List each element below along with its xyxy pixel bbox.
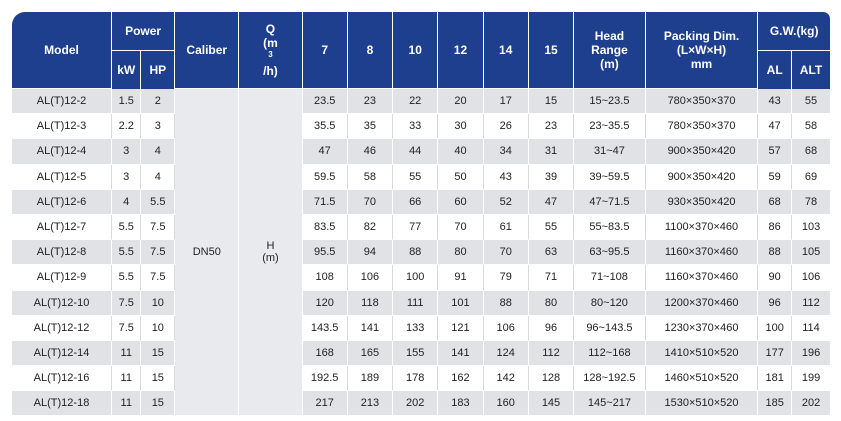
cell-head-value: 141 xyxy=(348,316,393,341)
cell-kw: 7.5 xyxy=(112,316,141,341)
cell-head-value: 165 xyxy=(348,341,393,366)
head-h-label: H xyxy=(266,240,275,253)
cell-head-value: 70 xyxy=(348,190,393,215)
header-alt: ALT xyxy=(792,51,830,89)
cell-kw: 2.2 xyxy=(112,114,141,139)
head-h-unit: (m) xyxy=(262,252,279,265)
cell-hp: 7.5 xyxy=(141,240,175,265)
cell-model: AL(T)12-5 xyxy=(12,165,112,190)
table-row xyxy=(12,391,830,416)
cell-head-value: 101 xyxy=(438,291,483,316)
cell-packing: 780×350×370 xyxy=(646,89,759,114)
cell-packing: 900×350×420 xyxy=(646,139,759,164)
cell-hp: 4 xyxy=(141,165,175,190)
header-flow-col: 14 xyxy=(484,12,529,89)
cell-weight-al: 59 xyxy=(758,165,792,190)
cell-head-value: 26 xyxy=(484,114,529,139)
cell-head-value: 80 xyxy=(438,240,483,265)
cell-kw: 5.5 xyxy=(112,215,141,240)
cell-hp: 7.5 xyxy=(141,215,175,240)
cell-head-value: 111 xyxy=(393,291,438,316)
cell-head-value: 70 xyxy=(484,240,529,265)
cell-weight-alt: 68 xyxy=(792,139,830,164)
cell-hp: 15 xyxy=(141,366,175,391)
cell-head-range: 39~59.5 xyxy=(574,165,646,190)
cell-weight-al: 47 xyxy=(758,114,792,139)
cell-head-value: 82 xyxy=(348,215,393,240)
cell-head-value: 47 xyxy=(303,139,348,164)
cell-head-value: 35 xyxy=(348,114,393,139)
cell-head-value: 44 xyxy=(393,139,438,164)
cell-packing: 930×350×420 xyxy=(646,190,759,215)
cell-weight-alt: 69 xyxy=(792,165,830,190)
spec-table-container xyxy=(12,12,830,416)
cell-head-value: 71.5 xyxy=(303,190,348,215)
cell-head-value: 202 xyxy=(393,391,438,416)
cell-head-value: 23.5 xyxy=(303,89,348,114)
cell-head-value: 43 xyxy=(484,165,529,190)
cell-kw: 11 xyxy=(112,341,141,366)
cell-head-value: 145 xyxy=(529,391,574,416)
cell-head-value: 162 xyxy=(438,366,483,391)
cell-head-value: 20 xyxy=(438,89,483,114)
cell-packing: 1530×510×520 xyxy=(646,391,759,416)
cell-head-value: 106 xyxy=(484,316,529,341)
cell-weight-alt: 103 xyxy=(792,215,830,240)
header-gross-weight: G.W.(kg) xyxy=(758,12,830,51)
cell-kw: 3 xyxy=(112,139,141,164)
table-row xyxy=(12,215,830,240)
table-row xyxy=(12,139,830,164)
cell-head-value: 66 xyxy=(393,190,438,215)
cell-head-value: 83.5 xyxy=(303,215,348,240)
cell-hp: 10 xyxy=(141,291,175,316)
cell-head-value: 160 xyxy=(484,391,529,416)
cell-head-value: 112 xyxy=(529,341,574,366)
cell-kw: 3 xyxy=(112,165,141,190)
cell-head-range: 15~23.5 xyxy=(574,89,646,114)
header-q-label: Q xyxy=(265,22,276,36)
cell-head-value: 178 xyxy=(393,366,438,391)
cell-weight-al: 185 xyxy=(758,391,792,416)
cell-weight-alt: 112 xyxy=(792,291,830,316)
cell-head-value: 192.5 xyxy=(303,366,348,391)
header-head-range: Head Range (m) xyxy=(574,12,646,89)
cell-head-value: 108 xyxy=(303,265,348,290)
cell-head-value: 15 xyxy=(529,89,574,114)
table-row xyxy=(12,291,830,316)
cell-model: AL(T)12-18 xyxy=(12,391,112,416)
cell-head-value: 121 xyxy=(438,316,483,341)
cell-head-range: 31~47 xyxy=(574,139,646,164)
cell-head-value: 55 xyxy=(393,165,438,190)
cell-head-value: 23 xyxy=(348,89,393,114)
cell-model: AL(T)12-6 xyxy=(12,190,112,215)
cell-weight-alt: 105 xyxy=(792,240,830,265)
cell-head-value: 30 xyxy=(438,114,483,139)
cell-head-value: 17 xyxy=(484,89,529,114)
header-power: Power xyxy=(112,12,175,51)
cell-model: AL(T)12-16 xyxy=(12,366,112,391)
cell-model: AL(T)12-7 xyxy=(12,215,112,240)
cell-model: AL(T)12-3 xyxy=(12,114,112,139)
cell-hp: 2 xyxy=(141,89,175,114)
cell-kw: 11 xyxy=(112,366,141,391)
cell-head-value: 100 xyxy=(393,265,438,290)
cell-head-value: 168 xyxy=(303,341,348,366)
cell-head-value: 61 xyxy=(484,215,529,240)
table-row xyxy=(12,265,830,290)
header-flow-col: 10 xyxy=(393,12,438,89)
cell-weight-al: 88 xyxy=(758,240,792,265)
header-flow-col: 7 xyxy=(303,12,348,89)
cell-head-value: 142 xyxy=(484,366,529,391)
table-row xyxy=(12,114,830,139)
cell-head-value: 22 xyxy=(393,89,438,114)
cell-model: AL(T)12-14 xyxy=(12,341,112,366)
header-packing-dim: Packing Dim. (L×W×H) mm xyxy=(646,12,759,89)
cell-weight-al: 43 xyxy=(758,89,792,114)
cell-packing: 900×350×420 xyxy=(646,165,759,190)
cell-weight-alt: 199 xyxy=(792,366,830,391)
cell-head-value: 55 xyxy=(529,215,574,240)
cell-head-value: 52 xyxy=(484,190,529,215)
cell-head-value: 128 xyxy=(529,366,574,391)
cell-packing: 1160×370×460 xyxy=(646,240,759,265)
cell-head-value: 35.5 xyxy=(303,114,348,139)
cell-hp: 4 xyxy=(141,139,175,164)
header-al: AL xyxy=(758,51,792,89)
cell-kw: 1.5 xyxy=(112,89,141,114)
cell-weight-alt: 114 xyxy=(792,316,830,341)
cell-head-value: 71 xyxy=(529,265,574,290)
cell-head-value: 34 xyxy=(484,139,529,164)
cell-weight-al: 96 xyxy=(758,291,792,316)
cell-head-range: 80~120 xyxy=(574,291,646,316)
cell-head-value: 141 xyxy=(438,341,483,366)
cell-weight-al: 68 xyxy=(758,190,792,215)
table-body xyxy=(12,89,830,416)
cell-head-value: 46 xyxy=(348,139,393,164)
cell-weight-alt: 55 xyxy=(792,89,830,114)
cell-weight-alt: 202 xyxy=(792,391,830,416)
cell-head-value: 120 xyxy=(303,291,348,316)
pump-spec-table xyxy=(12,12,830,416)
cell-packing: 1460×510×520 xyxy=(646,366,759,391)
header-q-unit: (m $^3$ /h) xyxy=(263,36,278,78)
cell-head-value: 143.5 xyxy=(303,316,348,341)
cell-model: AL(T)12-12 xyxy=(12,316,112,341)
cell-packing: 1230×370×460 xyxy=(646,316,759,341)
table-row xyxy=(12,366,830,391)
cell-head-value: 217 xyxy=(303,391,348,416)
header-flow-col: 12 xyxy=(438,12,483,89)
table-row xyxy=(12,89,830,114)
cell-weight-alt: 58 xyxy=(792,114,830,139)
cell-head-value: 95.5 xyxy=(303,240,348,265)
header-flow-col: 8 xyxy=(348,12,393,89)
cell-weight-al: 177 xyxy=(758,341,792,366)
cell-packing: 1100×370×460 xyxy=(646,215,759,240)
cell-head-range: 63~95.5 xyxy=(574,240,646,265)
cell-head-value: 58 xyxy=(348,165,393,190)
table-row xyxy=(12,316,830,341)
cell-caliber: DN50 xyxy=(175,89,239,416)
cell-head-range: 96~143.5 xyxy=(574,316,646,341)
cell-head-value: 189 xyxy=(348,366,393,391)
cell-weight-al: 86 xyxy=(758,215,792,240)
cell-head-value: 79 xyxy=(484,265,529,290)
cell-head-value: 213 xyxy=(348,391,393,416)
cell-hp: 5.5 xyxy=(141,190,175,215)
cell-head-value: 31 xyxy=(529,139,574,164)
cell-head-value: 59.5 xyxy=(303,165,348,190)
cell-model: AL(T)12-8 xyxy=(12,240,112,265)
cell-hp: 7.5 xyxy=(141,265,175,290)
cell-head-value: 39 xyxy=(529,165,574,190)
cell-head-range: 55~83.5 xyxy=(574,215,646,240)
cell-head-range: 112~168 xyxy=(574,341,646,366)
cell-model: AL(T)12-9 xyxy=(12,265,112,290)
cell-packing: 1200×370×460 xyxy=(646,291,759,316)
cell-weight-al: 181 xyxy=(758,366,792,391)
cell-hp: 10 xyxy=(141,316,175,341)
cell-head-value: 118 xyxy=(348,291,393,316)
cell-head-value: 50 xyxy=(438,165,483,190)
cell-head-value: 91 xyxy=(438,265,483,290)
cell-head-range: 145~217 xyxy=(574,391,646,416)
header-caliber: Caliber xyxy=(175,12,239,89)
cell-packing: 1160×370×460 xyxy=(646,265,759,290)
cell-kw: 5.5 xyxy=(112,265,141,290)
cell-head-value: 106 xyxy=(348,265,393,290)
table-header xyxy=(12,12,830,89)
cell-head-range: 128~192.5 xyxy=(574,366,646,391)
cell-head-value: 40 xyxy=(438,139,483,164)
cell-model: AL(T)12-2 xyxy=(12,89,112,114)
cell-kw: 7.5 xyxy=(112,291,141,316)
cell-weight-al: 100 xyxy=(758,316,792,341)
cell-weight-alt: 78 xyxy=(792,190,830,215)
cell-head-value: 133 xyxy=(393,316,438,341)
table-row xyxy=(12,190,830,215)
cell-weight-alt: 106 xyxy=(792,265,830,290)
cell-kw: 11 xyxy=(112,391,141,416)
cell-head-value: 96 xyxy=(529,316,574,341)
cell-head-range: 47~71.5 xyxy=(574,190,646,215)
table-row xyxy=(12,341,830,366)
cell-kw: 4 xyxy=(112,190,141,215)
cell-head-value: 70 xyxy=(438,215,483,240)
header-kw: kW xyxy=(112,51,141,89)
cell-head-value: 80 xyxy=(529,291,574,316)
cell-head-value: 88 xyxy=(484,291,529,316)
cell-head-value: 94 xyxy=(348,240,393,265)
cell-hp: 15 xyxy=(141,341,175,366)
table-row xyxy=(12,240,830,265)
cell-weight-al: 57 xyxy=(758,139,792,164)
cell-head-h xyxy=(239,89,302,416)
cell-head-value: 60 xyxy=(438,190,483,215)
cell-kw: 5.5 xyxy=(112,240,141,265)
cell-model: AL(T)12-4 xyxy=(12,139,112,164)
cell-head-range: 23~35.5 xyxy=(574,114,646,139)
cell-head-value: 63 xyxy=(529,240,574,265)
header-flow-col: 15 xyxy=(529,12,574,89)
table-row xyxy=(12,165,830,190)
cell-hp: 3 xyxy=(141,114,175,139)
cell-head-range: 71~108 xyxy=(574,265,646,290)
cell-hp: 15 xyxy=(141,391,175,416)
cell-head-value: 77 xyxy=(393,215,438,240)
header-flow-q xyxy=(239,12,302,89)
cell-head-value: 88 xyxy=(393,240,438,265)
cell-head-value: 155 xyxy=(393,341,438,366)
header-hp: HP xyxy=(141,51,175,89)
cell-head-value: 47 xyxy=(529,190,574,215)
cell-head-value: 23 xyxy=(529,114,574,139)
header-model: Model xyxy=(12,12,112,89)
cell-head-value: 183 xyxy=(438,391,483,416)
cell-packing: 780×350×370 xyxy=(646,114,759,139)
cell-head-value: 124 xyxy=(484,341,529,366)
cell-weight-alt: 196 xyxy=(792,341,830,366)
cell-weight-al: 90 xyxy=(758,265,792,290)
cell-model: AL(T)12-10 xyxy=(12,291,112,316)
cell-head-value: 33 xyxy=(393,114,438,139)
cell-packing: 1410×510×520 xyxy=(646,341,759,366)
